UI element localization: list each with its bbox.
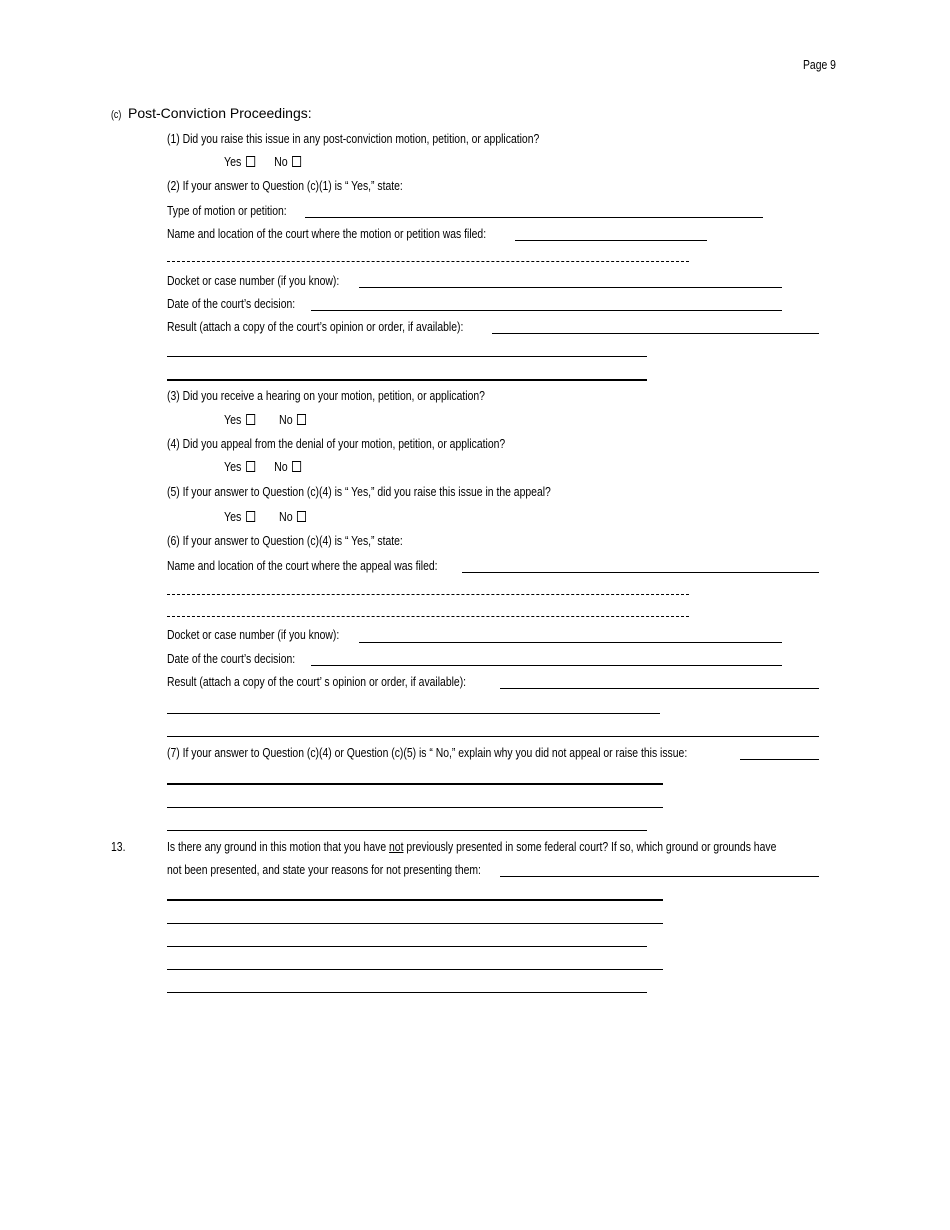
question-13-text-b: previously presented in some federal court? If so, which ground or grounds have	[403, 839, 777, 854]
decision-date-field[interactable]	[311, 310, 782, 311]
question-13-emphasis: not	[389, 839, 404, 854]
docket-number-field[interactable]	[359, 287, 782, 288]
question-c6: (6) If your answer to Question (c)(4) is “ Yes,” state:	[167, 533, 403, 548]
no-checkbox[interactable]	[297, 511, 306, 522]
yes-checkbox[interactable]	[246, 511, 255, 522]
yes-label: Yes	[224, 459, 242, 474]
explain-field-line-2[interactable]	[167, 783, 663, 785]
explain-field-line-4[interactable]	[167, 830, 647, 831]
appeal-result-field-line-2[interactable]	[167, 713, 660, 714]
appeal-decision-date-field[interactable]	[311, 665, 782, 666]
appeal-court-continuation-line-1[interactable]	[167, 594, 689, 595]
no-label: No	[279, 412, 293, 427]
appeal-docket-label: Docket or case number (if you know):	[167, 627, 340, 642]
question-13-number: 13.	[111, 839, 126, 854]
section-c-prefix: (c)	[111, 109, 122, 121]
appeal-docket-field[interactable]	[359, 642, 782, 643]
section-c-title: Post-Conviction Proceedings:	[128, 105, 312, 121]
question-13-field-line-5[interactable]	[167, 969, 663, 970]
question-c5-options	[224, 509, 308, 525]
appeal-court-continuation-line-2[interactable]	[167, 616, 689, 617]
question-13-text-a: Is there any ground in this motion that you have	[167, 839, 390, 854]
question-13-field[interactable]	[500, 876, 819, 877]
question-13-field-line-4[interactable]	[167, 946, 647, 947]
result-label: Result (attach a copy of the court’s opinion or order, if available):	[167, 319, 464, 334]
result-field-line-3[interactable]	[167, 379, 647, 381]
no-checkbox[interactable]	[292, 461, 301, 472]
no-label: No	[274, 459, 288, 474]
appeal-result-label: Result (attach a copy of the court’ s opinion or order, if available):	[167, 674, 467, 689]
question-13-field-line-3[interactable]	[167, 923, 663, 924]
court-location-continuation-line[interactable]	[167, 261, 689, 262]
question-c1: (1) Did you raise this issue in any post-conviction motion, petition, or application?	[167, 131, 540, 146]
appeal-decision-date-label: Date of the court’s decision:	[167, 651, 296, 666]
question-c7: (7) If your answer to Question (c)(4) or Question (c)(5) is “ No,” explain why you did not appeal or raise this issue:	[167, 745, 688, 760]
question-c3-options	[224, 412, 308, 428]
court-location-label: Name and location of the court where the motion or petition was filed:	[167, 226, 487, 241]
no-checkbox[interactable]	[292, 156, 301, 167]
appeal-court-field[interactable]	[462, 572, 819, 573]
yes-checkbox[interactable]	[246, 461, 255, 472]
page-number: Page 9	[803, 57, 836, 72]
question-c2: (2) If your answer to Question (c)(1) is “ Yes,” state:	[167, 178, 403, 193]
yes-label: Yes	[224, 509, 242, 524]
question-13-field-line-2[interactable]	[167, 899, 663, 901]
court-location-field[interactable]	[515, 240, 707, 241]
no-label: No	[274, 154, 288, 169]
docket-number-label: Docket or case number (if you know):	[167, 273, 340, 288]
question-13-line-1	[167, 839, 776, 855]
explain-field[interactable]	[740, 759, 819, 760]
result-field[interactable]	[492, 333, 819, 334]
yes-label: Yes	[224, 412, 242, 427]
appeal-result-field[interactable]	[500, 688, 819, 689]
type-of-motion-label: Type of motion or petition:	[167, 203, 287, 218]
question-c4-options	[224, 459, 303, 475]
decision-date-label: Date of the court’s decision:	[167, 296, 296, 311]
question-c4: (4) Did you appeal from the denial of your motion, petition, or application?	[167, 436, 506, 451]
result-field-line-2[interactable]	[167, 356, 647, 357]
yes-label: Yes	[224, 154, 242, 169]
question-c3: (3) Did you receive a hearing on your motion, petition, or application?	[167, 388, 485, 403]
no-checkbox[interactable]	[297, 414, 306, 425]
no-label: No	[279, 509, 293, 524]
question-13-line-2: not been presented, and state your reasons for not presenting them:	[167, 862, 481, 877]
explain-field-line-3[interactable]	[167, 807, 663, 808]
yes-checkbox[interactable]	[246, 156, 255, 167]
appeal-result-field-line-3[interactable]	[167, 736, 819, 737]
yes-checkbox[interactable]	[246, 414, 255, 425]
question-c1-options	[224, 154, 303, 170]
question-c5: (5) If your answer to Question (c)(4) is “ Yes,” did you raise this issue in the appeal?	[167, 484, 551, 499]
question-13-field-line-6[interactable]	[167, 992, 647, 993]
type-of-motion-field[interactable]	[305, 217, 763, 218]
appeal-court-label: Name and location of the court where the appeal was filed:	[167, 558, 438, 573]
